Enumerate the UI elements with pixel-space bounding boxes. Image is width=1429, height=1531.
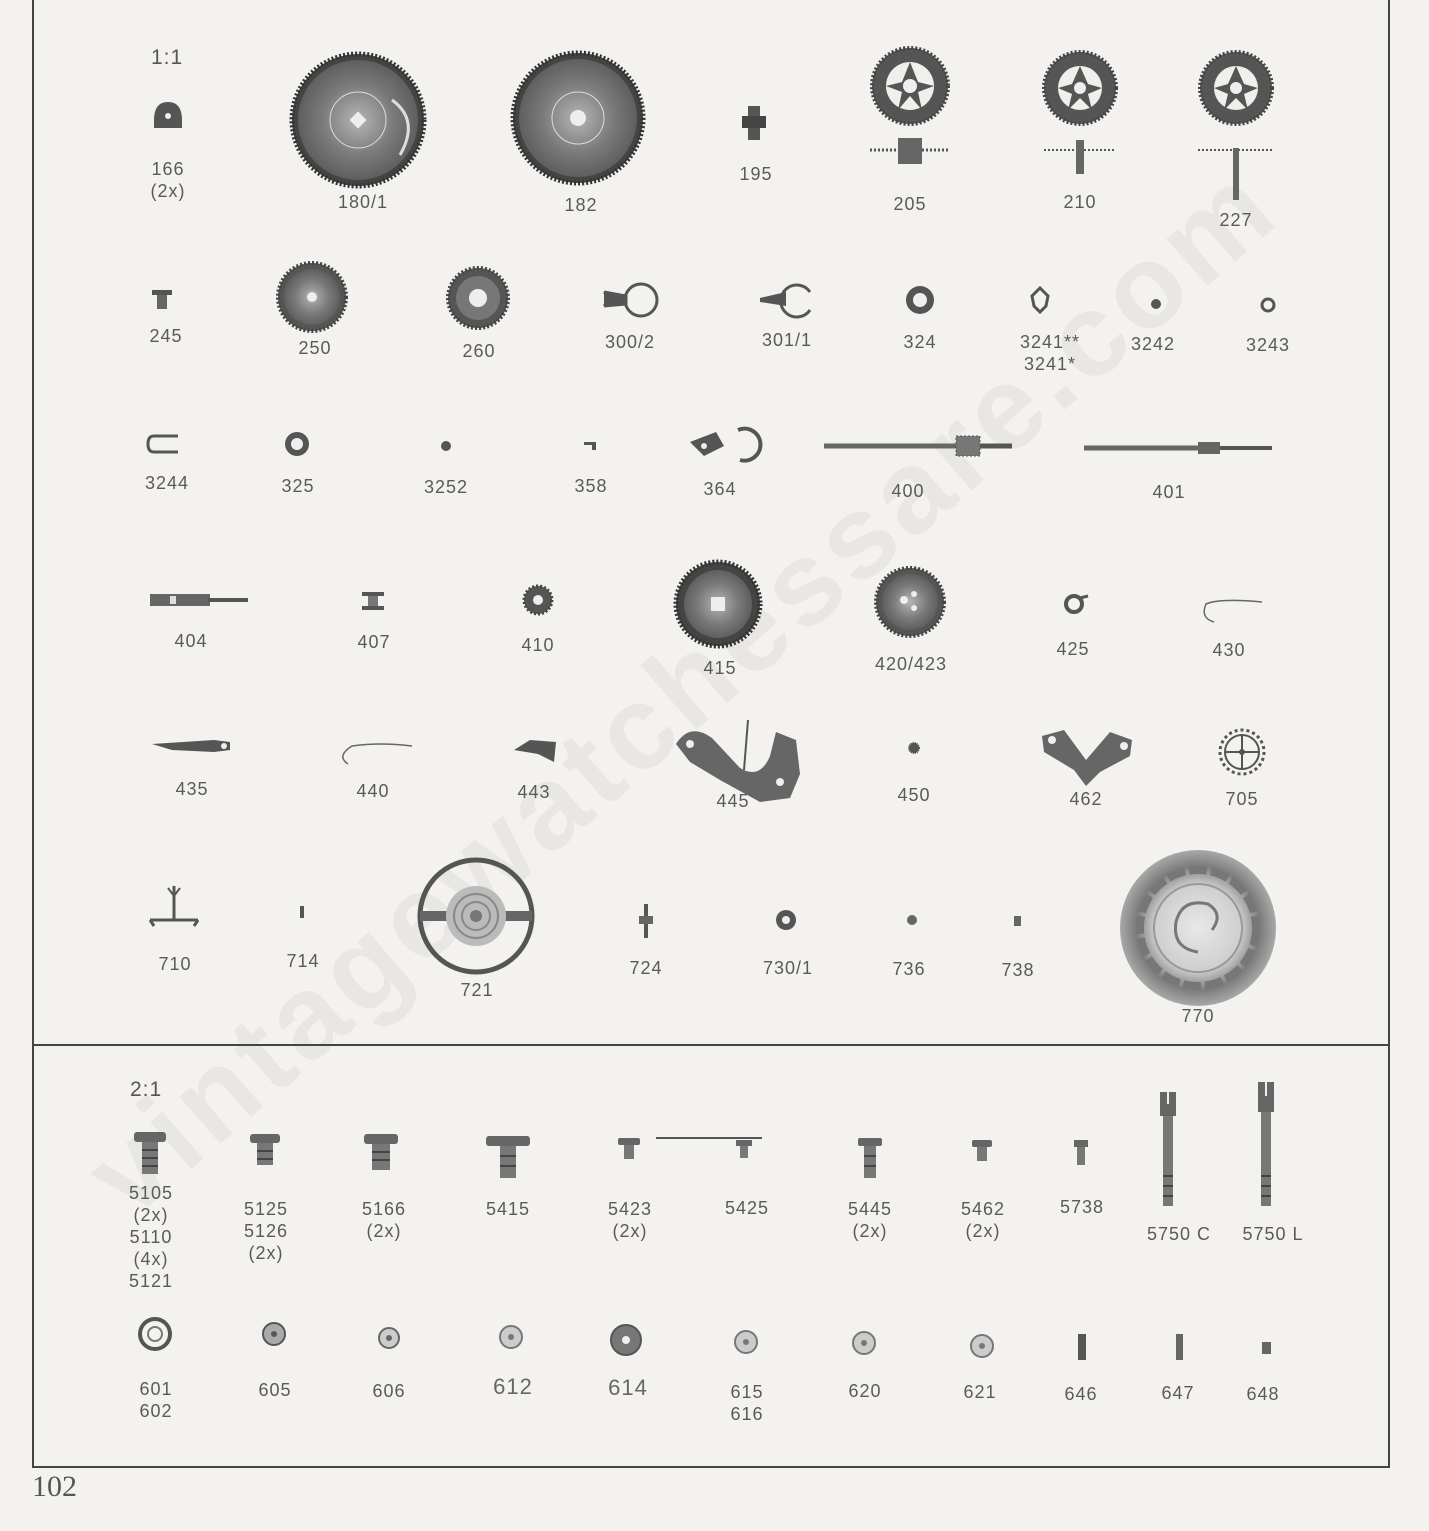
part-label-425: 425 <box>1056 639 1090 659</box>
part-3242-illustration <box>1151 299 1161 309</box>
part-label-401: 401 <box>1152 482 1186 502</box>
part-3244-illustration <box>148 436 178 452</box>
part-label-5425: 5425 <box>724 1198 770 1218</box>
part-5750c-illustration <box>1160 1092 1176 1206</box>
part-label-195: 195 <box>739 164 773 184</box>
part-label-400: 400 <box>891 481 925 501</box>
part-label-205: 205 <box>893 194 927 214</box>
part-label-5105: 5105 (2x) 5110 (4x) 5121 <box>128 1183 174 1291</box>
part-label-710: 710 <box>158 954 192 974</box>
part-label-300-2: 300/2 <box>604 332 656 352</box>
part-label-5166: 5166 (2x) <box>361 1199 407 1241</box>
part-705-illustration <box>1220 730 1264 774</box>
part-3241-illustration <box>1032 288 1048 312</box>
part-647-illustration <box>1176 1334 1183 1360</box>
part-227-illustration <box>1198 52 1274 200</box>
part-label-166: 166 (2x) <box>150 159 186 201</box>
part-324-illustration <box>906 286 934 314</box>
part-label-3241: 3241** 3241* <box>1019 332 1081 374</box>
part-612-illustration <box>500 1326 522 1348</box>
part-label-450: 450 <box>897 785 931 805</box>
part-label-614: 614 <box>608 1375 648 1400</box>
part-label-736: 736 <box>892 959 926 979</box>
part-3243-illustration <box>1262 299 1274 311</box>
part-label-420-423: 420/423 <box>874 654 948 674</box>
part-label-404: 404 <box>174 631 208 651</box>
part-601-illustration <box>140 1319 170 1349</box>
part-430-illustration <box>1204 600 1262 622</box>
part-label-648: 648 <box>1246 1384 1280 1404</box>
part-401-illustration <box>1084 442 1272 454</box>
part-614-illustration <box>611 1325 641 1355</box>
part-260-illustration <box>448 268 508 328</box>
part-620-illustration <box>853 1332 875 1354</box>
part-730-1-illustration <box>776 910 796 930</box>
part-label-730-1: 730/1 <box>762 958 814 978</box>
part-245-illustration <box>152 290 172 309</box>
part-3252-illustration <box>441 441 451 451</box>
part-5415-illustration <box>486 1136 530 1178</box>
part-label-462: 462 <box>1069 789 1103 809</box>
part-label-250: 250 <box>298 338 332 358</box>
part-182-illustration <box>513 53 643 183</box>
part-label-410: 410 <box>521 635 555 655</box>
part-5425-illustration <box>656 1138 762 1158</box>
part-721-illustration <box>420 860 532 972</box>
part-724-illustration <box>639 904 653 938</box>
part-195-illustration <box>742 106 766 140</box>
part-5445-illustration <box>858 1138 882 1178</box>
part-label-646: 646 <box>1064 1384 1098 1404</box>
part-646-illustration <box>1078 1334 1086 1360</box>
part-label-443: 443 <box>517 782 551 802</box>
part-621-illustration <box>971 1335 993 1357</box>
part-label-430: 430 <box>1212 640 1246 660</box>
part-325-illustration <box>285 432 309 456</box>
part-label-620: 620 <box>848 1381 882 1401</box>
part-label-358: 358 <box>574 476 608 496</box>
part-label-5750c: 5750 C <box>1146 1224 1212 1244</box>
part-648-illustration <box>1262 1342 1271 1354</box>
part-label-407: 407 <box>357 632 391 652</box>
part-label-5125: 5125 5126 (2x) <box>243 1199 289 1263</box>
part-label-721: 721 <box>460 980 494 1000</box>
part-5166-illustration <box>364 1134 398 1170</box>
part-label-615: 615 616 <box>730 1382 764 1424</box>
part-250-illustration <box>278 263 346 331</box>
part-205-illustration <box>870 48 950 164</box>
scale-label-2to1: 2:1 <box>130 1078 163 1101</box>
part-358-illustration <box>584 442 596 450</box>
page-number: 102 <box>32 1470 77 1503</box>
part-label-364: 364 <box>703 479 737 499</box>
part-300-2-illustration <box>604 284 657 316</box>
part-180-1-illustration <box>292 54 424 186</box>
part-714-illustration <box>300 906 304 918</box>
part-label-606: 606 <box>372 1381 406 1401</box>
part-label-724: 724 <box>629 958 663 978</box>
part-5105-illustration <box>134 1132 166 1174</box>
part-label-621: 621 <box>963 1382 997 1402</box>
part-166-illustration <box>154 102 182 128</box>
part-440-illustration <box>343 744 412 764</box>
part-label-3244: 3244 <box>144 473 190 493</box>
part-label-3243: 3243 <box>1245 335 1291 355</box>
part-label-605: 605 <box>258 1380 292 1400</box>
part-label-245: 245 <box>149 326 183 346</box>
part-label-415: 415 <box>703 658 737 678</box>
part-5125-illustration <box>250 1134 280 1165</box>
part-738-illustration <box>1014 916 1021 926</box>
part-5423-illustration <box>618 1138 640 1159</box>
part-label-3252: 3252 <box>423 477 469 497</box>
scale-label-1to1: 1:1 <box>151 46 184 69</box>
part-label-227: 227 <box>1219 210 1253 230</box>
part-label-325: 325 <box>281 476 315 496</box>
part-label-5462: 5462 (2x) <box>960 1199 1006 1241</box>
part-label-5750l: 5750 L <box>1242 1224 1304 1244</box>
part-label-324: 324 <box>903 332 937 352</box>
part-450-illustration <box>909 743 919 753</box>
part-label-601: 601 602 <box>139 1379 173 1421</box>
part-410-illustration <box>524 586 552 614</box>
part-364-illustration <box>690 429 760 461</box>
part-404-illustration <box>150 594 248 606</box>
part-label-210: 210 <box>1063 192 1097 212</box>
part-615-illustration <box>735 1331 757 1353</box>
part-label-647: 647 <box>1161 1383 1195 1403</box>
part-label-182: 182 <box>564 195 598 215</box>
part-label-705: 705 <box>1225 789 1259 809</box>
part-label-612: 612 <box>493 1374 533 1399</box>
part-label-714: 714 <box>286 951 320 971</box>
part-label-5423: 5423 (2x) <box>607 1199 653 1241</box>
part-301-1-illustration <box>760 285 810 317</box>
part-210-illustration <box>1044 52 1116 174</box>
part-label-5415: 5415 <box>485 1199 531 1219</box>
part-462-illustration <box>1042 730 1132 786</box>
part-label-260: 260 <box>462 341 496 361</box>
part-435-illustration <box>152 740 230 752</box>
part-5750l-illustration <box>1258 1082 1274 1206</box>
part-420-423-illustration <box>876 568 944 636</box>
part-label-5445: 5445 (2x) <box>847 1199 893 1241</box>
part-605-illustration <box>263 1323 285 1345</box>
part-label-301-1: 301/1 <box>761 330 813 350</box>
part-770-illustration <box>1120 850 1276 1006</box>
part-label-3242: 3242 <box>1130 334 1176 354</box>
part-407-illustration <box>362 592 384 610</box>
part-label-180-1: 180/1 <box>337 192 389 212</box>
part-label-435: 435 <box>175 779 209 799</box>
part-label-5738: 5738 <box>1059 1197 1105 1217</box>
part-label-440: 440 <box>356 781 390 801</box>
part-5462-illustration <box>972 1140 992 1161</box>
part-425-illustration <box>1066 596 1088 612</box>
part-710-illustration <box>150 886 198 926</box>
part-5738-illustration <box>1074 1140 1088 1165</box>
part-label-445: 445 <box>716 791 750 811</box>
part-400-illustration <box>824 436 1012 456</box>
part-606-illustration <box>379 1328 399 1348</box>
part-736-illustration <box>907 915 917 925</box>
part-443-illustration <box>514 740 556 762</box>
part-label-770: 770 <box>1181 1006 1215 1026</box>
part-415-illustration <box>676 562 760 646</box>
part-label-738: 738 <box>1001 960 1035 980</box>
